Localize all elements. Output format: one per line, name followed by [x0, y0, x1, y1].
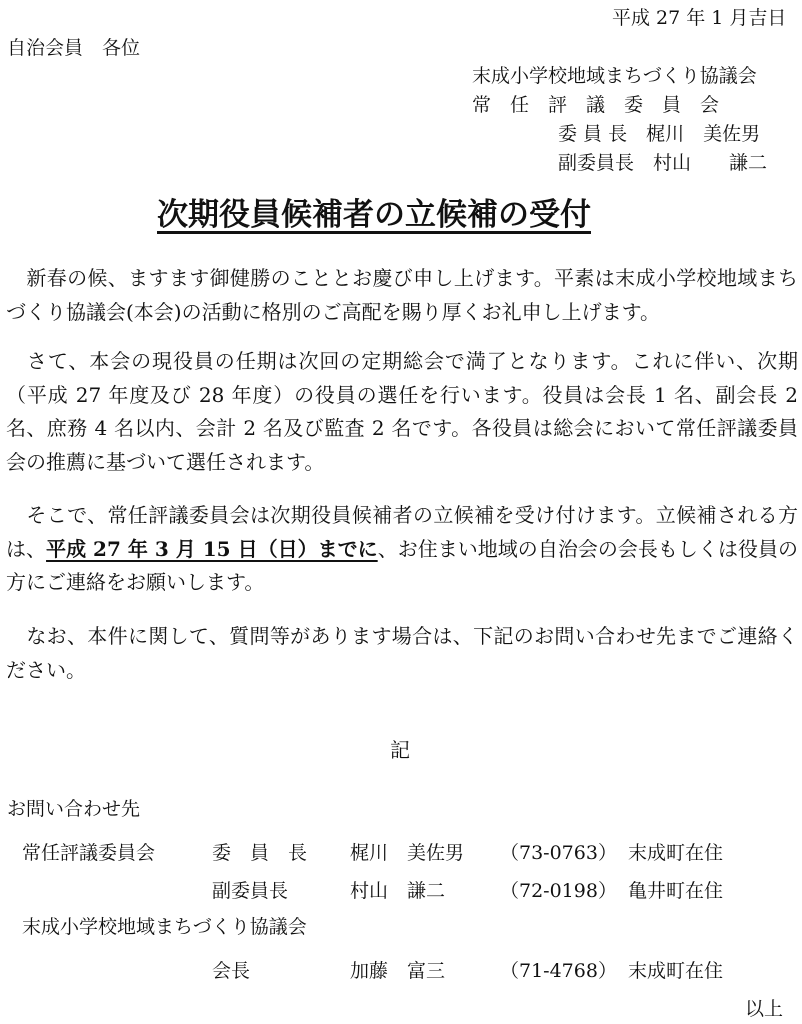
contact-role: 会長: [212, 960, 251, 982]
document-title: 次期役員候補者の立候補の受付: [157, 197, 591, 233]
body-paragraph-inquiry: なお、本件に関して、質問等があります場合は、下記のお問い合わせ先までご連絡ください。: [6, 624, 798, 682]
body-paragraph-greeting: 新春の候、ますます御健勝のこととお慶び申し上げます。平素は末成小学校地域まちづくり協議会(本会)の活動に格別のご高配を賜り厚くお礼申し上げます。: [6, 266, 798, 324]
body-paragraph-term: さて、本会の現役員の任期は次回の定期総会で満了となります。これに伴い、次期（平成 27 年度及び 28 年度）の役員の選任を行います。役員は会長 1 名、副会長 2 名、庶務 4 名以内、会計 2 名及び監査 2 名です。各役員は総会において常任評議委員会の推薦に基づいて選任されます。: [6, 349, 798, 474]
contacts-heading: お問い合わせ先: [7, 798, 141, 820]
contact-phone: （72-0198）: [500, 880, 617, 902]
contacts-committee-label: 常任評議委員会: [22, 842, 156, 864]
candidacy-text-after: 、お住まい地域の自治会の会長もしくは役員の方にご連絡をお願いします。: [6, 536, 799, 594]
contact-name: 加藤 富三: [350, 960, 446, 982]
contact-role: 委 員 長: [212, 842, 308, 864]
contact-name: 村山 謙二: [350, 880, 446, 902]
recipient-line: 自治会員 各位: [7, 37, 141, 59]
sender-chair: 委 員 長 梶川 美佐男: [558, 123, 761, 145]
contact-phone: （71-4768）: [500, 960, 617, 982]
contacts-org-label: 末成小学校地域まちづくり協議会: [22, 916, 307, 938]
deadline-date: 平成 27 年 3 月 15 日（日）までに: [46, 536, 378, 561]
contact-address: 末成町在住: [628, 960, 724, 982]
contact-address: 亀井町在住: [628, 880, 724, 902]
contact-address: 末成町在住: [628, 842, 724, 864]
contact-phone: （73-0763）: [500, 842, 617, 864]
contact-name: 梶川 美佐男: [350, 842, 465, 864]
ki-marker: 記: [390, 738, 410, 762]
sender-committee: 常 任 評 議 委 員 会: [472, 94, 720, 116]
closing-mark: 以上: [745, 998, 784, 1020]
issue-date: 平成 27 年 1 月吉日: [612, 7, 787, 29]
body-paragraph-candidacy: [6, 499, 798, 600]
sender-organization: 末成小学校地域まちづくり協議会: [472, 65, 757, 87]
contact-role: 副委員長: [212, 880, 289, 902]
candidacy-text-before: そこで、常任評議委員会は次期役員候補者の立候補を受け付けます。立候補される方は、: [6, 503, 798, 561]
sender-vice-chair: 副委員長 村山 謙二: [558, 152, 768, 174]
